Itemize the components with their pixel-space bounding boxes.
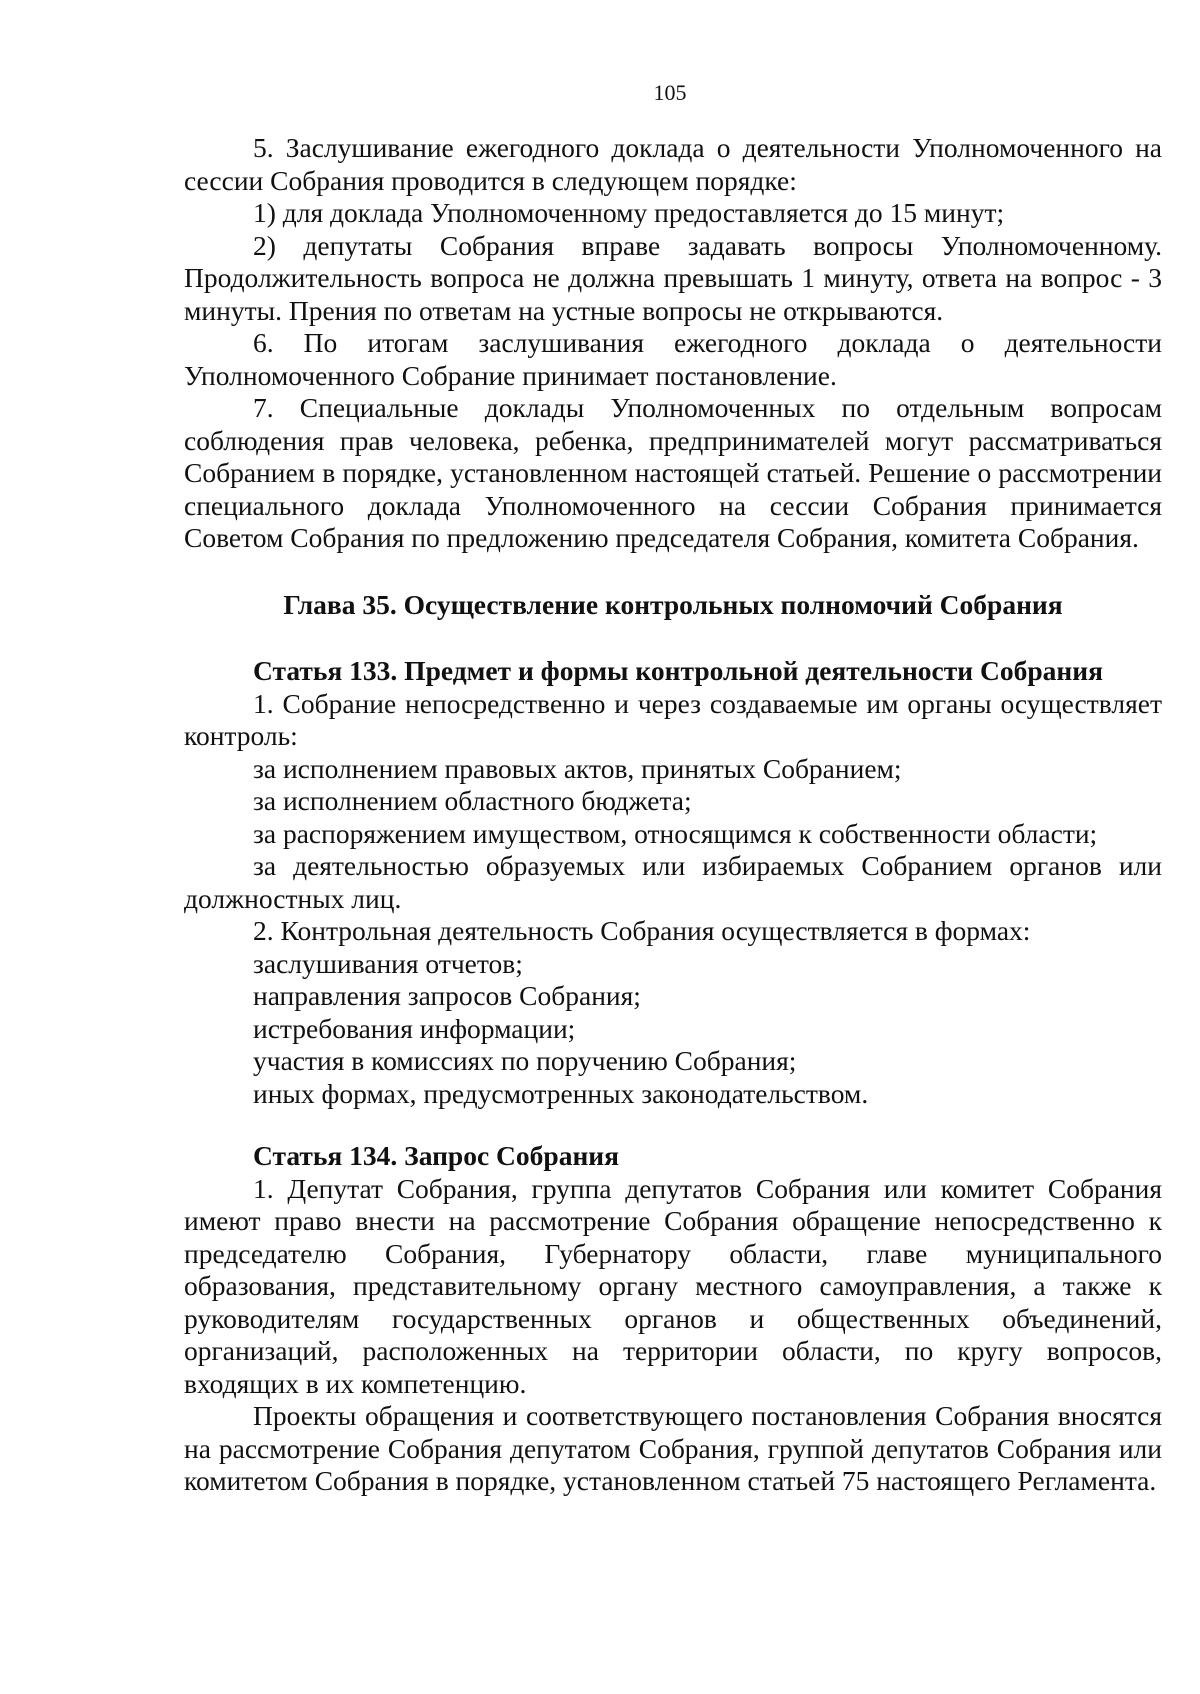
list-line: иных формах, предусмотренных законодательством. <box>253 1077 869 1109</box>
article-heading: Статья 133. Предмет и формы контрольной деятельности Собрания <box>253 655 1103 686</box>
paragraph: 1. Депутат Собрания, группа депутатов Собрания или комитет Собрания имеют право внести на рассмотрение Собрания обращение непосредственно к председателю Собрания, Губернатору области, главе муниципального образования, представительному органу местного самоуправления, а также к руководителям государственных органов и общественных объединений, организаций, расположенных на территории области, по кругу вопросов, входящих в их компетенцию. <box>184 1172 1162 1399</box>
paragraph: за деятельностью образуемых или избираемых Собранием органов или должностных лиц. <box>184 850 1162 914</box>
list-line: участия в комиссиях по поручению Собрания; <box>253 1045 797 1076</box>
document-body <box>184 132 1162 1498</box>
list-line: направления запросов Собрания; <box>253 980 641 1011</box>
chapter-heading: Глава 35. Осуществление контрольных полномочий Собрания <box>283 588 1063 620</box>
list-line: за исполнением областного бюджета; <box>253 785 692 816</box>
spacer <box>184 1110 1162 1140</box>
paragraph: 5. Заслушивание ежегодного доклада о деятельности Уполномоченного на сессии Собрания проводится в следующем порядке: <box>184 132 1162 196</box>
paragraph: 2) депутаты Собрания вправе задавать вопросы Уполномоченному. Продолжительность вопроса не должна превышать 1 минуту, ответа на вопрос - 3 минуты. Прения по ответам на устные вопросы не открываются. <box>184 229 1162 326</box>
list-line: истребования информации; <box>253 1012 576 1044</box>
paragraph: 7. Специальные доклады Уполномоченных по отдельным вопросам соблюдения прав человека, ребенка, предпринимателей могут рассматриваться Собранием в порядке, установленном настоящей статьей. Решение о рассмотрении специального доклада Уполномоченного на сессии Собрания принимается Советом Собрания по предложению председателя Собрания, комитета Собрания. <box>184 392 1162 553</box>
paragraph: Проекты обращения и соответствующего постановления Собрания вносятся на рассмотрение Собрания депутатом Собрания, группой депутатов Собрания или комитетом Собрания в порядке, установленном статьей 75 настоящего Регламента. <box>184 1400 1162 1496</box>
paragraph: 1) для доклада Уполномоченному предоставляется до 15 минут; <box>253 197 1005 228</box>
list-line: за исполнением правовых актов, принятых Собранием; <box>253 752 902 784</box>
article-heading: Статья 134. Запрос Собрания <box>253 1140 620 1171</box>
list-line: 2. Контрольная деятельность Собрания осуществляется в формах: <box>253 915 1031 946</box>
page-number: 105 <box>653 80 687 105</box>
list-line: заслушивания отчетов; <box>253 947 523 979</box>
paragraph: 1. Собрание непосредственно и через создаваемые им органы осуществляет контроль: <box>184 687 1162 751</box>
list-line: за распоряжением имуществом, относящимся к собственности области; <box>253 817 1098 849</box>
paragraph: 6. По итогам заслушивания ежегодного доклада о деятельности Уполномоченного Собрание принимает постановление. <box>184 327 1162 391</box>
